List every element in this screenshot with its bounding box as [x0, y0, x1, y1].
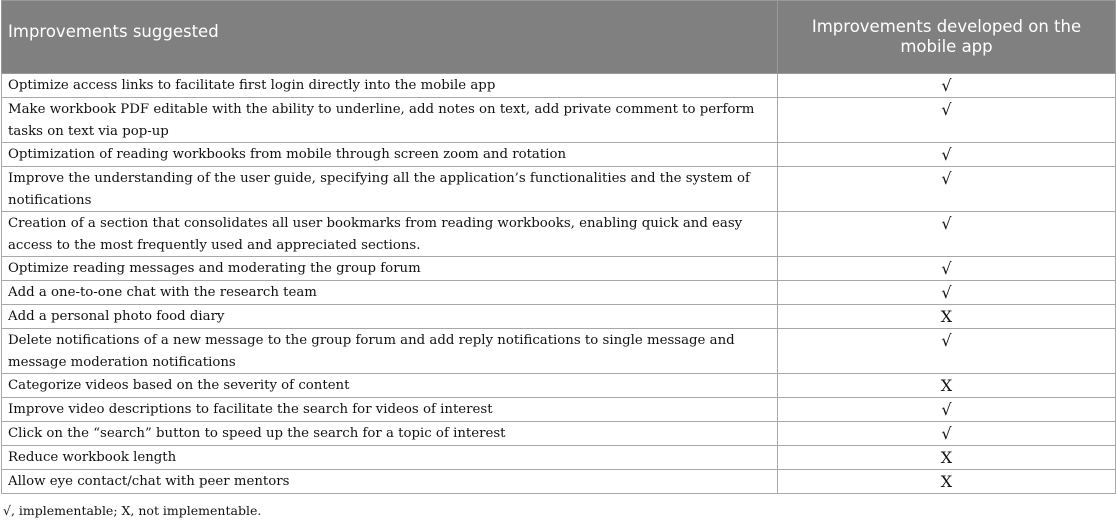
table-row — [2, 374, 1116, 398]
improvement-text: Reduce workbook length — [2, 446, 778, 470]
table-row — [2, 98, 1116, 143]
table-row — [2, 167, 1116, 212]
implementation-mark: √ — [778, 74, 1116, 98]
table-row — [2, 143, 1116, 167]
improvement-text: Add a personal photo food diary — [2, 305, 778, 329]
implementation-mark: √ — [778, 143, 1116, 167]
column-header-suggested: Improvements suggested — [2, 1, 778, 74]
table-row — [2, 74, 1116, 98]
table-row — [2, 470, 1116, 494]
improvement-text: Optimize reading messages and moderating the group forum — [2, 257, 778, 281]
table-row — [2, 329, 1116, 374]
implementation-mark: √ — [778, 422, 1116, 446]
implementation-mark: √ — [778, 98, 1116, 143]
column-header-developed: Improvements developed on the mobile app — [778, 1, 1116, 74]
improvement-text: Allow eye contact/chat with peer mentors — [2, 470, 778, 494]
table-row — [2, 257, 1116, 281]
implementation-mark: X — [778, 305, 1116, 329]
implementation-mark: X — [778, 446, 1116, 470]
table-row — [2, 398, 1116, 422]
improvement-text: Optimization of reading workbooks from mobile through screen zoom and rotation — [2, 143, 778, 167]
table-row — [2, 281, 1116, 305]
improvement-text: Delete notifications of a new message to the group forum and add reply notifications to single message and message moderation notifications — [2, 329, 778, 374]
table-row — [2, 422, 1116, 446]
implementation-mark: √ — [778, 212, 1116, 257]
improvement-text: Improve video descriptions to facilitate the search for videos of interest — [2, 398, 778, 422]
table-row — [2, 446, 1116, 470]
table-footnote: √, implementable; X, not implementable. — [3, 503, 262, 518]
implementation-mark: √ — [778, 257, 1116, 281]
implementation-mark: √ — [778, 167, 1116, 212]
implementation-mark: X — [778, 374, 1116, 398]
improvement-text: Add a one-to-one chat with the research team — [2, 281, 778, 305]
table-row — [2, 305, 1116, 329]
implementation-mark: √ — [778, 329, 1116, 374]
table-header-row — [2, 1, 1116, 74]
implementation-mark: √ — [778, 398, 1116, 422]
table-row — [2, 212, 1116, 257]
implementation-mark: X — [778, 470, 1116, 494]
improvement-text: Creation of a section that consolidates all user bookmarks from reading workbooks, enabling quick and easy access to the most frequently used and appreciated sections. — [2, 212, 778, 257]
improvement-text: Categorize videos based on the severity of content — [2, 374, 778, 398]
improvement-text: Improve the understanding of the user guide, specifying all the application’s functionalities and the system of notifications — [2, 167, 778, 212]
improvement-text: Make workbook PDF editable with the ability to underline, add notes on text, add private comment to perform tasks on text via pop-up — [2, 98, 778, 143]
improvements-table — [1, 0, 1116, 494]
implementation-mark: √ — [778, 281, 1116, 305]
improvement-text: Optimize access links to facilitate first login directly into the mobile app — [2, 74, 778, 98]
improvement-text: Click on the “search” button to speed up the search for a topic of interest — [2, 422, 778, 446]
